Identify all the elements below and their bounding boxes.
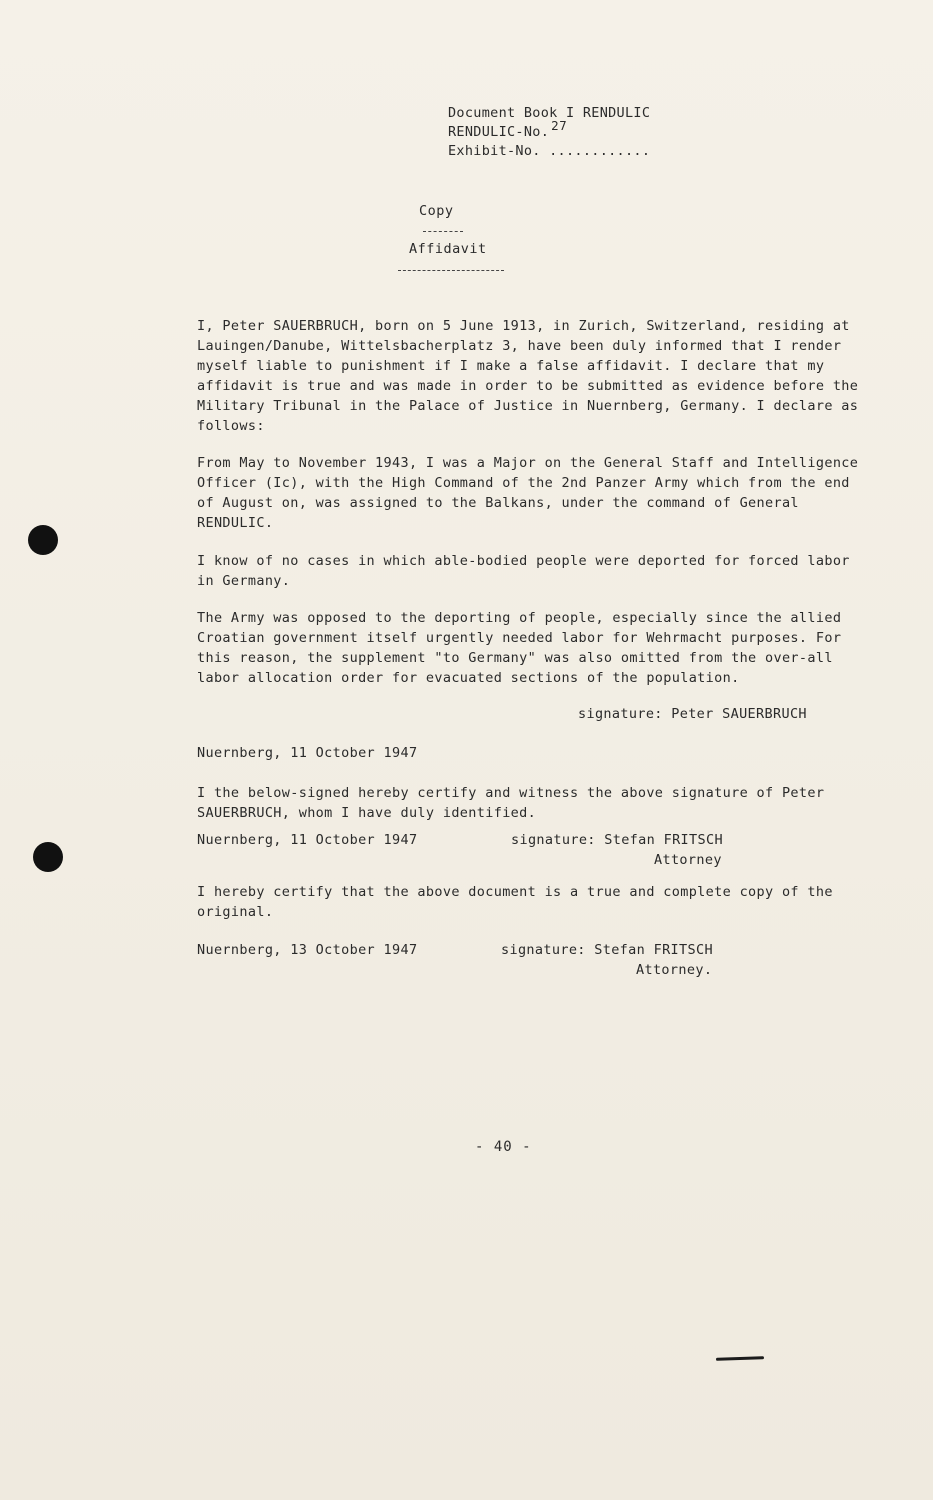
army-opposed-paragraph: The Army was opposed to the deporting of people, especially since the allied Croatian government itself urgently needed labor for Wehrmacht purposes. For this reason, the supplement "to Germany" was also omitted from the over-all labor allocation order for evacuated sections of the population. (197, 610, 842, 686)
affidavit-title: Affidavit (409, 241, 487, 257)
service-paragraph: From May to November 1943, I was a Major on the General Staff and Intelligence Officer (Ic), with the High Command of the 2nd Panzer Army which from the end of August on, was assigned to the Balkans, under the command of General RENDULIC. (197, 455, 859, 531)
copy-label: Copy (419, 203, 454, 219)
rendulic-number-value: 27 (551, 119, 568, 133)
affiant-signature: signature: Peter SAUERBRUCH (578, 706, 807, 722)
copy-certification-signature: signature: Stefan FRITSCH (501, 942, 713, 958)
witness-date: Nuernberg, 11 October 1947 (197, 832, 418, 848)
document-book-line: Document Book I RENDULIC (448, 105, 651, 121)
document-header (448, 104, 650, 161)
witness-role: Attorney (654, 852, 722, 868)
copy-certification: I hereby certify that the above document is a true and complete copy of the original. (197, 884, 833, 920)
copy-certification-role: Attorney. (636, 962, 713, 978)
punch-hole-bottom (33, 842, 63, 872)
ink-mark (716, 1356, 764, 1361)
no-cases-paragraph: I know of no cases in which able-bodied people were deported for forced labor in Germany. (197, 553, 850, 589)
affiant-date: Nuernberg, 11 October 1947 (197, 745, 418, 761)
punch-hole-top (28, 525, 58, 555)
copy-underline (423, 231, 463, 232)
intro-paragraph: I, Peter SAUERBRUCH, born on 5 June 1913, in Zurich, Switzerland, residing at Lauingen/Danube, Wittelsbacherplatz 3, have been duly informed that I render myself liable to punishment if I make a false affidavit. I declare that my affidavit is true and was made in order to be submitted as evidence before the Military Tribunal in the Palace of Justice in Nuernberg, Germany. I declare as follows: (197, 318, 859, 434)
exhibit-number-line: Exhibit-No. ............ (448, 143, 651, 159)
rendulic-number-line (448, 119, 650, 142)
witness-certification: I the below-signed hereby certify and witness the above signature of Peter SAUERBRUCH, whom I have duly identified. (197, 785, 825, 821)
affidavit-underline (398, 270, 504, 271)
witness-signature: signature: Stefan FRITSCH (511, 832, 723, 848)
copy-certification-date: Nuernberg, 13 October 1947 (197, 942, 418, 958)
rendulic-number-label: RENDULIC-No. (448, 124, 550, 140)
page-number: - 40 - (475, 1139, 532, 1155)
